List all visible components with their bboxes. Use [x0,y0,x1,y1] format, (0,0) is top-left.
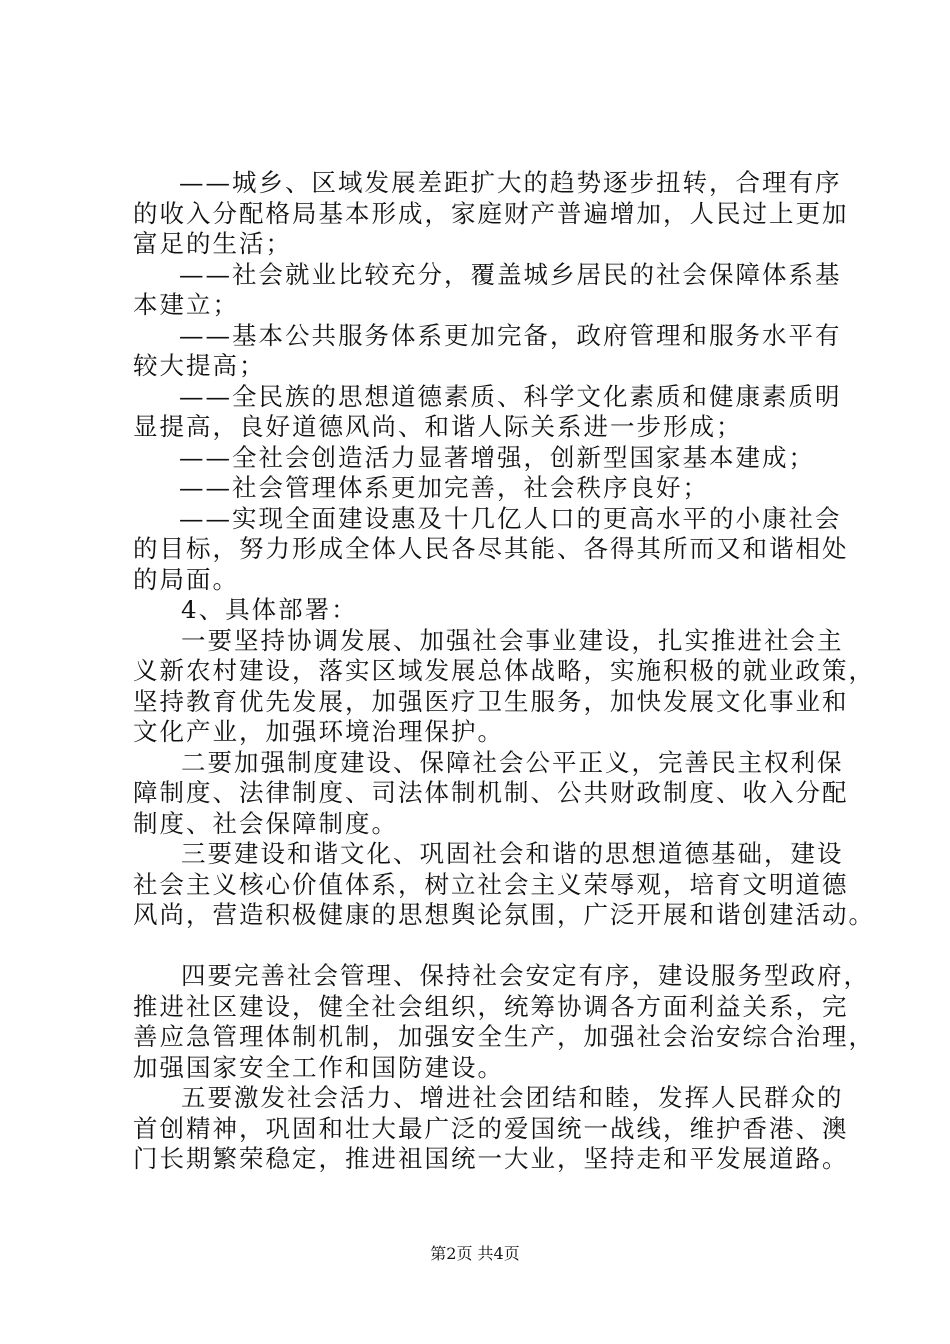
text-line: 二要加强制度建设、保障社会公平正义，完善民主权利保 [181,747,844,777]
text-line: 坚持教育优先发展，加强医疗卫生服务，加快发展文化事业和 [133,686,849,716]
text-line: 本建立； [133,290,239,319]
page-footer: 第2页 共4页 [430,1244,520,1263]
text-line: 的收入分配格局基本形成，家庭财产普遍增加，人民过上更加 [133,198,849,228]
text-line: 风尚，营造积极健康的思想舆论氛围，广泛开展和谐创建活动。 [133,900,875,929]
text-line: 显提高，良好道德风尚、和谐人际关系进一步形成； [133,412,743,441]
text-line: 推进社区建设，健全社会组织，统筹协调各方面利益关系，完 [133,991,849,1021]
text-line: 五要激发社会活力、增进社会团结和睦，发挥人民群众的 [181,1083,844,1112]
document-body [133,168,875,1175]
text-line: 4、具体部署： [181,595,358,624]
blank-line [133,931,853,962]
text-line: 首创精神，巩固和壮大最广泛的爱国统一战线，维护香港、澳 [133,1113,849,1143]
text-line: ——全社会创造活力显著增强，创新型国家基本建成； [179,442,815,472]
text-line: 富足的生活； [133,229,292,258]
text-line: 制度、社会保障制度。 [133,808,398,838]
text-line: ——基本公共服务体系更加完备，政府管理和服务水平有 [179,320,842,350]
text-line: 障制度、法律制度、司法体制机制、公共财政制度、收入分配 [133,778,849,807]
text-line: 的局面。 [133,564,239,594]
text-line: ——社会管理体系更加完善，社会秩序良好； [179,473,709,502]
text-line: 门长期繁荣稳定，推进祖国统一大业，坚持走和平发展道路。 [133,1144,849,1173]
text-line: 较大提高； [133,351,266,380]
text-line: ——全民族的思想道德素质、科学文化素质和健康素质明 [179,381,842,411]
text-line: ——实现全面建设惠及十几亿人口的更高水平的小康社会 [179,503,842,533]
text-line: ——社会就业比较充分，覆盖城乡居民的社会保障体系基 [179,259,842,289]
text-line: 加强国家安全工作和国防建设。 [133,1052,504,1082]
text-line: 善应急管理体制机制，加强安全生产，加强社会治安综合治理， [133,1022,875,1051]
text-line: 社会主义核心价值体系，树立社会主义荣辱观，培育文明道德 [133,869,849,899]
text-line: 四要完善社会管理、保持社会安定有序，建设服务型政府， [181,961,870,990]
text-line: 一要坚持协调发展、加强社会事业建设，扎实推进社会主 [181,625,844,655]
text-line: 义新农村建设，落实区域发展总体战略，实施积极的就业政策， [133,656,875,685]
text-line: 三要建设和谐文化、巩固社会和谐的思想道德基础，建设 [181,839,844,868]
text-line: ——城乡、区域发展差距扩大的趋势逐步扭转，合理有序 [179,168,842,197]
text-line: 的目标，努力形成全体人民各尽其能、各得其所而又和谐相处 [133,534,849,563]
text-line: 文化产业，加强环境治理保护。 [133,717,504,746]
